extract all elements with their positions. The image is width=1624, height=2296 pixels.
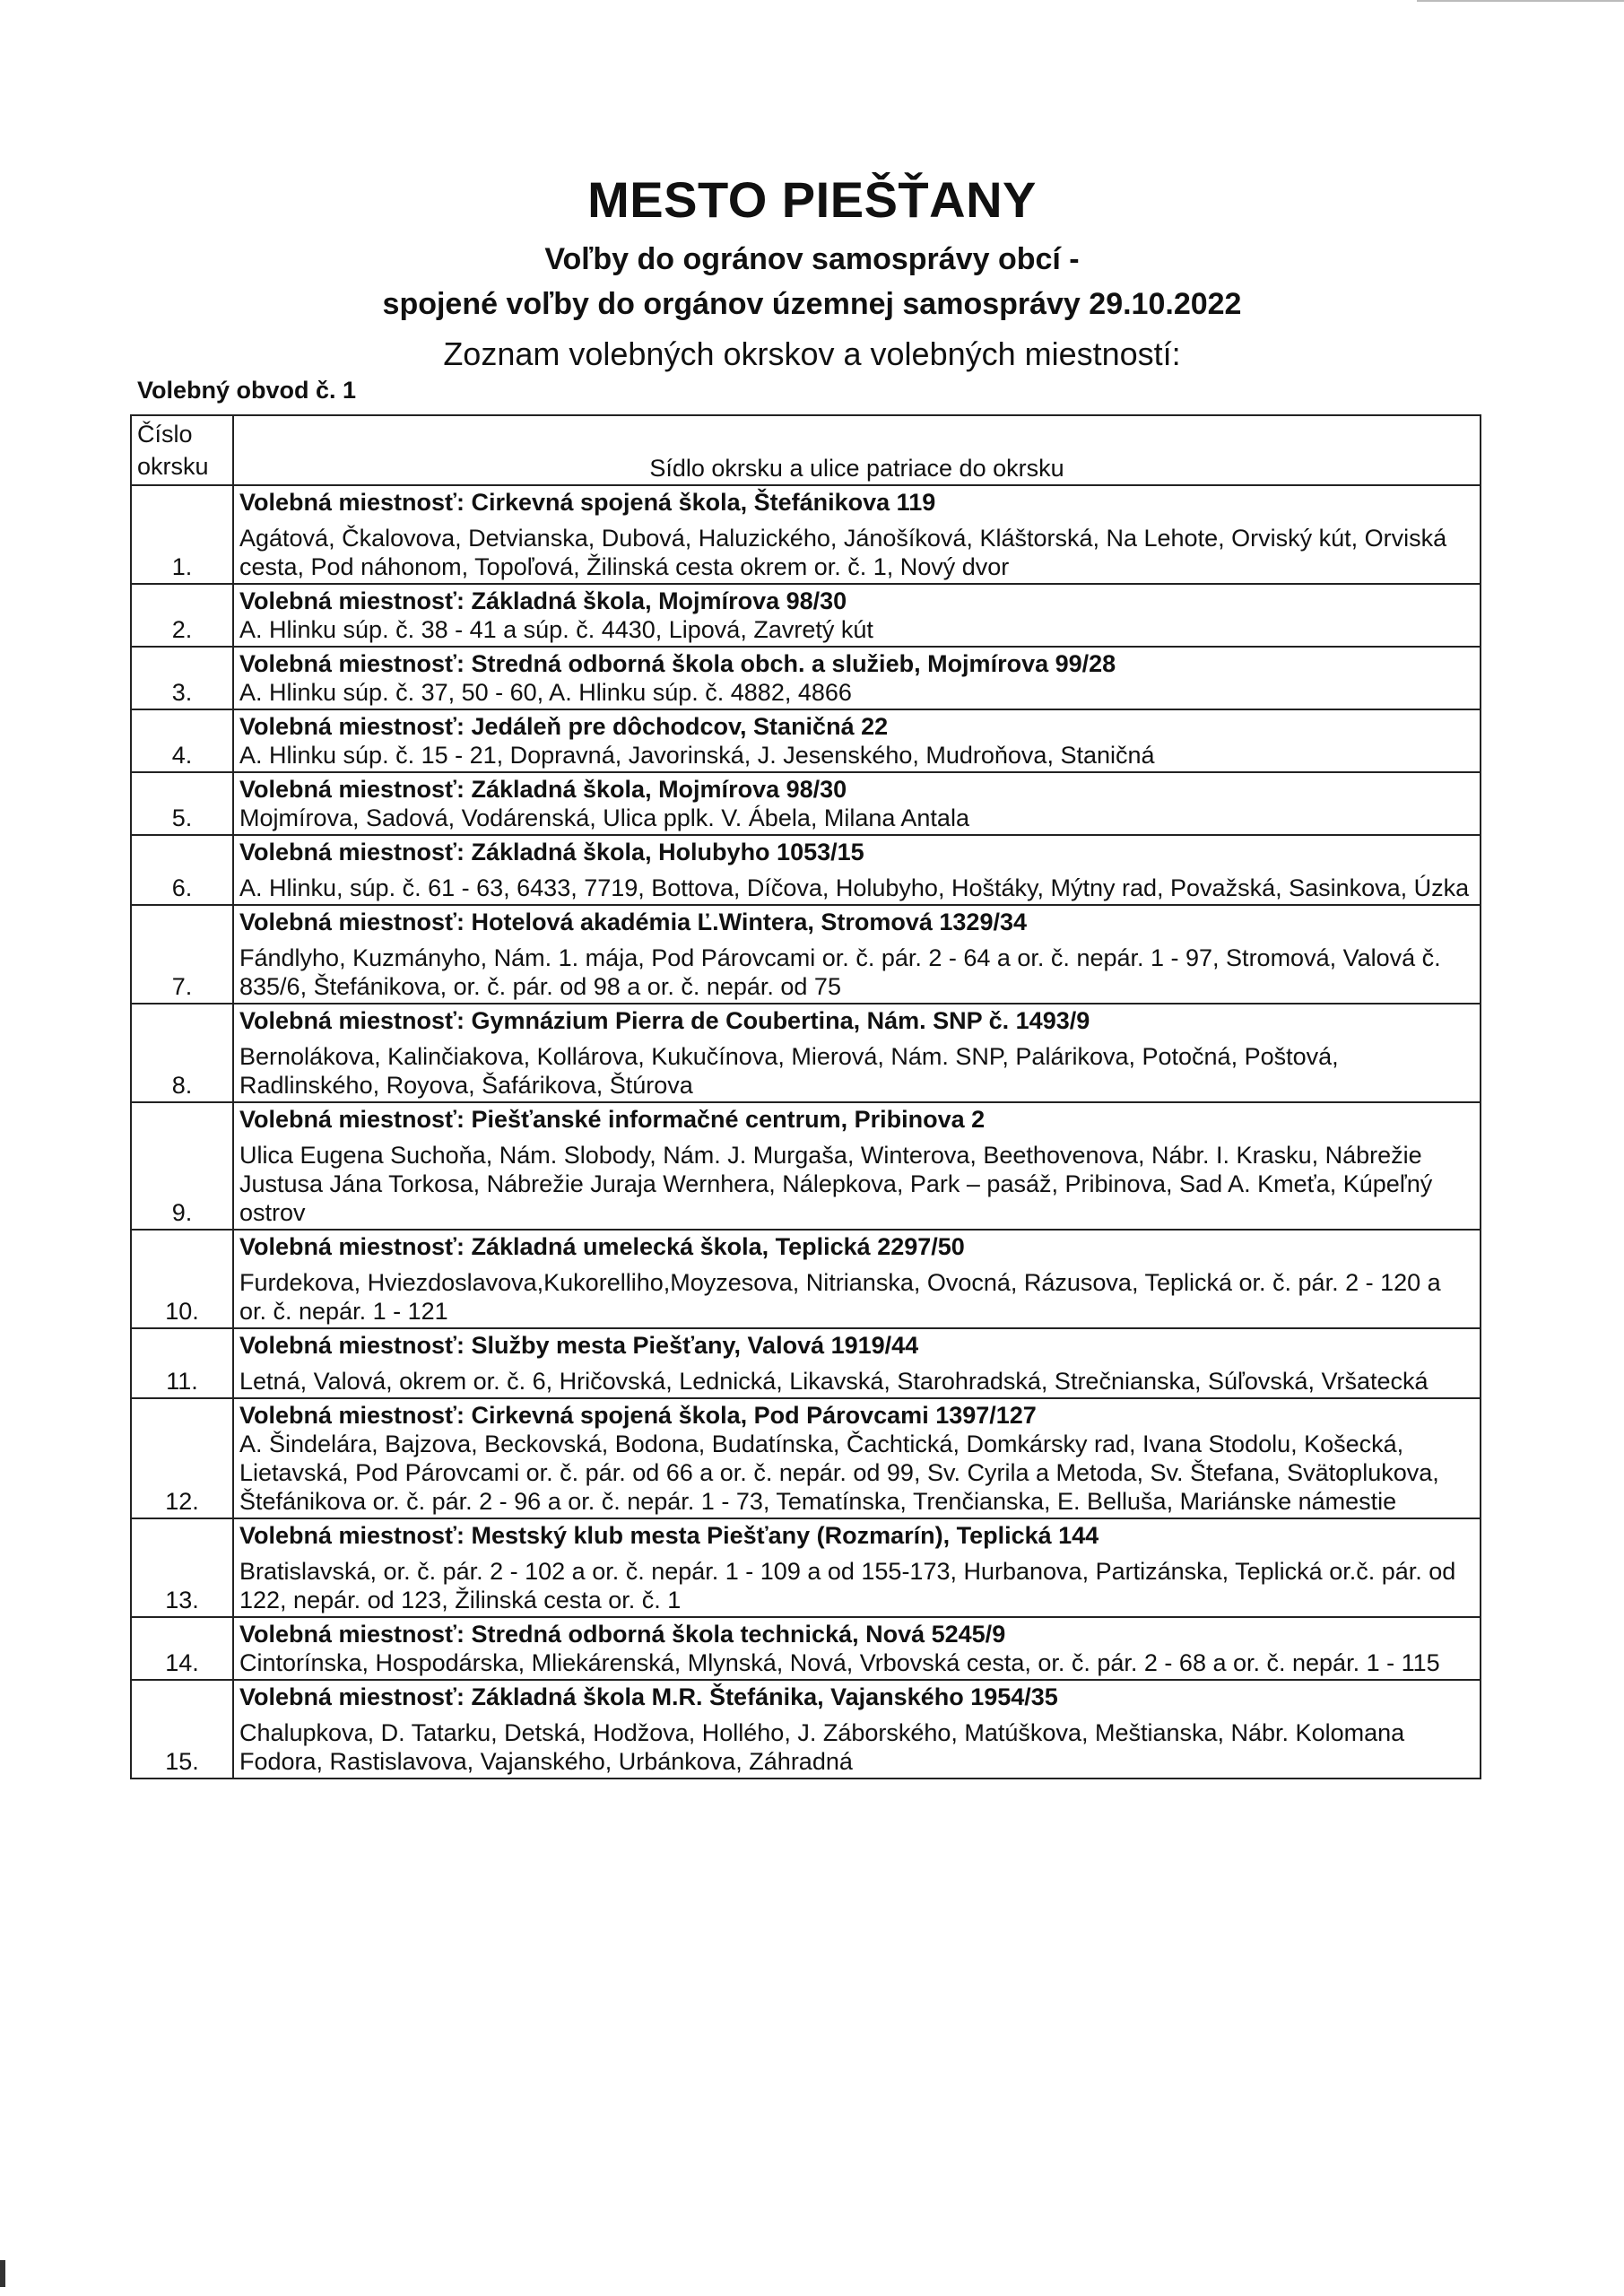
precinct-streets: A. Šindelára, Bajzova, Beckovská, Bodona, Budatínska, Čachtická, Domkársky rad, Ivana Stodolu, Košecká, Lietavská, Pod Párovcami or. č. pár. od 66 a or. č. nepár. od 99, Sv. Cyrila a Metoda, Sv. Štefana, Svätoplukova, Štefánikova or. č. pár. 2 - 96 a or. č. nepár. 1 - 73, Tematínska, Trenčianska, E. Belluša, Mariánske námestie [239, 1431, 1439, 1515]
precinct-streets: Ulica Eugena Suchoňa, Nám. Slobody, Nám. J. Murgaša, Winterova, Beethovenova, Nábr. I. Krasku, Nábrežie Justusa Jána Torkosa, Nábrežie Juraja Wernhera, Nálepkova, Park – pasáž, Pribinova, Sad A. Kmeťa, Kúpeľný ostrov [239, 1142, 1433, 1226]
precinct-details [233, 709, 1481, 772]
precinct-details [233, 835, 1481, 905]
polling-room: Volebná miestnosť: Mestský klub mesta Piešťany (Rozmarín), Teplická 144 [239, 1522, 1099, 1549]
table-body [131, 485, 1481, 1779]
district-label: Volebný obvod č. 1 [137, 377, 357, 404]
precinct-details [233, 1680, 1481, 1779]
column-header-body: Sídlo okrsku a ulice patriace do okrsku [233, 415, 1481, 485]
precinct-details [233, 1004, 1481, 1102]
precinct-number: 10. [131, 1230, 233, 1328]
precinct-details [233, 1230, 1481, 1328]
polling-room: Volebná miestnosť: Základná škola, Mojmírova 98/30 [239, 776, 847, 803]
table-row [131, 1102, 1481, 1230]
table-row [131, 647, 1481, 709]
column-header-number-line2: okrsku [137, 453, 209, 480]
precinct-details [233, 1328, 1481, 1398]
polling-room: Volebná miestnosť: Piešťanské informačné centrum, Pribinova 2 [239, 1106, 986, 1133]
table-row [131, 1617, 1481, 1680]
table-row [131, 1680, 1481, 1779]
precinct-number: 7. [131, 905, 233, 1004]
table-header-row [131, 415, 1481, 485]
precinct-streets: Agátová, Čkalovova, Detvianska, Dubová, Haluzického, Jánošíková, Kláštorská, Na Lehote, Orviský kút, Orviská cesta, Pod náhonom, Topoľová, Žilinská cesta okrem or. č. 1, Nový dvor [239, 525, 1447, 580]
table-row [131, 1004, 1481, 1102]
precinct-details [233, 485, 1481, 584]
table-row [131, 485, 1481, 584]
precinct-number: 5. [131, 772, 233, 835]
table-row [131, 1518, 1481, 1617]
precinct-streets: A. Hlinku súp. č. 15 - 21, Dopravná, Javorinská, J. Jesenského, Mudroňova, Staničná [239, 742, 1155, 769]
table-row [131, 835, 1481, 905]
precinct-number: 3. [131, 647, 233, 709]
polling-room: Volebná miestnosť: Jedáleň pre dôchodcov, Staničná 22 [239, 713, 889, 740]
table-row [131, 772, 1481, 835]
precinct-details [233, 1518, 1481, 1617]
scan-mark [0, 2260, 5, 2287]
column-header-number-line1: Číslo [137, 421, 193, 448]
polling-room: Volebná miestnosť: Stredná odborná škola technická, Nová 5245/9 [239, 1621, 1006, 1648]
table-row [131, 584, 1481, 647]
polling-room: Volebná miestnosť: Základná škola, Holubyho 1053/15 [239, 839, 864, 865]
districts-table [130, 414, 1481, 1779]
precinct-details [233, 1398, 1481, 1518]
precinct-number: 4. [131, 709, 233, 772]
precinct-streets: Mojmírova, Sadová, Vodárenská, Ulica pplk. V. Ábela, Milana Antala [239, 804, 969, 831]
precinct-details [233, 647, 1481, 709]
precinct-streets: A. Hlinku súp. č. 38 - 41 a súp. č. 4430, Lipová, Zavretý kút [239, 616, 873, 643]
precinct-streets: Bernolákova, Kalinčiakova, Kollárova, Kukučínova, Mierová, Nám. SNP, Palárikova, Potočná, Poštová, Radlinského, Royova, Šafárikova, Štúrova [239, 1043, 1339, 1099]
precinct-number: 2. [131, 584, 233, 647]
document-subtitle-line1: Voľby do ogránov samosprávy obcí - [544, 242, 1080, 276]
precinct-streets: Chalupkova, D. Tatarku, Detská, Hodžova, Hollého, J. Záborského, Matúškova, Meštianska, Nábr. Kolomana Fodora, Rastislavova, Vajanského, Urbánkova, Záhradná [239, 1719, 1405, 1775]
precinct-number: 9. [131, 1102, 233, 1230]
precinct-number: 6. [131, 835, 233, 905]
precinct-details [233, 772, 1481, 835]
precinct-streets: A. Hlinku, súp. č. 61 - 63, 6433, 7719, Bottova, Díčova, Holubyho, Hoštáky, Mýtny rad, Považská, Sasinkova, Úzka [239, 874, 1470, 901]
column-header-number [131, 415, 233, 485]
polling-room: Volebná miestnosť: Gymnázium Pierra de Coubertina, Nám. SNP č. 1493/9 [239, 1007, 1090, 1034]
precinct-streets: Letná, Valová, okrem or. č. 6, Hričovská, Lednická, Likavská, Starohradská, Strečnianska, Súľovská, Vršatecká [239, 1368, 1429, 1395]
polling-room: Volebná miestnosť: Stredná odborná škola obch. a služieb, Mojmírova 99/28 [239, 650, 1116, 677]
table-row [131, 1398, 1481, 1518]
precinct-number: 14. [131, 1617, 233, 1680]
document-title: MESTO PIEŠŤANY [587, 171, 1037, 228]
precinct-number: 12. [131, 1398, 233, 1518]
precinct-details [233, 1617, 1481, 1680]
precinct-details [233, 905, 1481, 1004]
precinct-number: 8. [131, 1004, 233, 1102]
list-heading: Zoznam volebných okrskov a volebných miestností: [443, 335, 1181, 372]
table-row [131, 1328, 1481, 1398]
polling-room: Volebná miestnosť: Základná škola M.R. Štefánika, Vajanského 1954/35 [239, 1683, 1058, 1710]
precinct-streets: Fándlyho, Kuzmányho, Nám. 1. mája, Pod Párovcami or. č. pár. 2 - 64 a or. č. nepár. 1 - 97, Stromová, Valová č. 835/6, Štefánikova, or. č. pár. od 98 a or. č. nepár. od 75 [239, 944, 1441, 1000]
precinct-streets: Furdekova, Hviezdoslavova,Kukorelliho,Moyzesova, Nitrianska, Ovocná, Rázusova, Teplická or. č. pár. 2 - 120 a or. č. nepár. 1 - 121 [239, 1269, 1441, 1325]
table-row [131, 709, 1481, 772]
precinct-streets: Cintorínska, Hospodárska, Mliekárenská, Mlynská, Nová, Vrbovská cesta, or. č. pár. 2 - 68 a or. č. nepár. 1 - 115 [239, 1649, 1440, 1676]
scan-edge-line [1417, 0, 1624, 2]
precinct-number: 11. [131, 1328, 233, 1398]
polling-room: Volebná miestnosť: Služby mesta Piešťany, Valová 1919/44 [239, 1332, 919, 1359]
precinct-streets: A. Hlinku súp. č. 37, 50 - 60, A. Hlinku súp. č. 4882, 4866 [239, 679, 852, 706]
precinct-number: 15. [131, 1680, 233, 1779]
precinct-details [233, 1102, 1481, 1230]
precinct-number: 13. [131, 1518, 233, 1617]
precinct-number: 1. [131, 485, 233, 584]
polling-room: Volebná miestnosť: Základná umelecká škola, Teplická 2297/50 [239, 1233, 965, 1260]
table-row [131, 905, 1481, 1004]
document-subtitle-line2: spojené voľby do orgánov územnej samosprávy 29.10.2022 [382, 287, 1242, 321]
polling-room: Volebná miestnosť: Hotelová akadémia Ľ.Wintera, Stromová 1329/34 [239, 909, 1027, 935]
table-row [131, 1230, 1481, 1328]
polling-room: Volebná miestnosť: Základná škola, Mojmírova 98/30 [239, 587, 847, 614]
precinct-streets: Bratislavská, or. č. pár. 2 - 102 a or. č. nepár. 1 - 109 a od 155-173, Hurbanova, Partizánska, Teplická or.č. pár. od 122, nepár. od 123, Žilinská cesta or. č. 1 [239, 1558, 1456, 1613]
polling-room: Volebná miestnosť: Cirkevná spojená škola, Štefánikova 119 [239, 489, 936, 516]
precinct-details [233, 584, 1481, 647]
polling-room: Volebná miestnosť: Cirkevná spojená škola, Pod Párovcami 1397/127 [239, 1402, 1037, 1429]
